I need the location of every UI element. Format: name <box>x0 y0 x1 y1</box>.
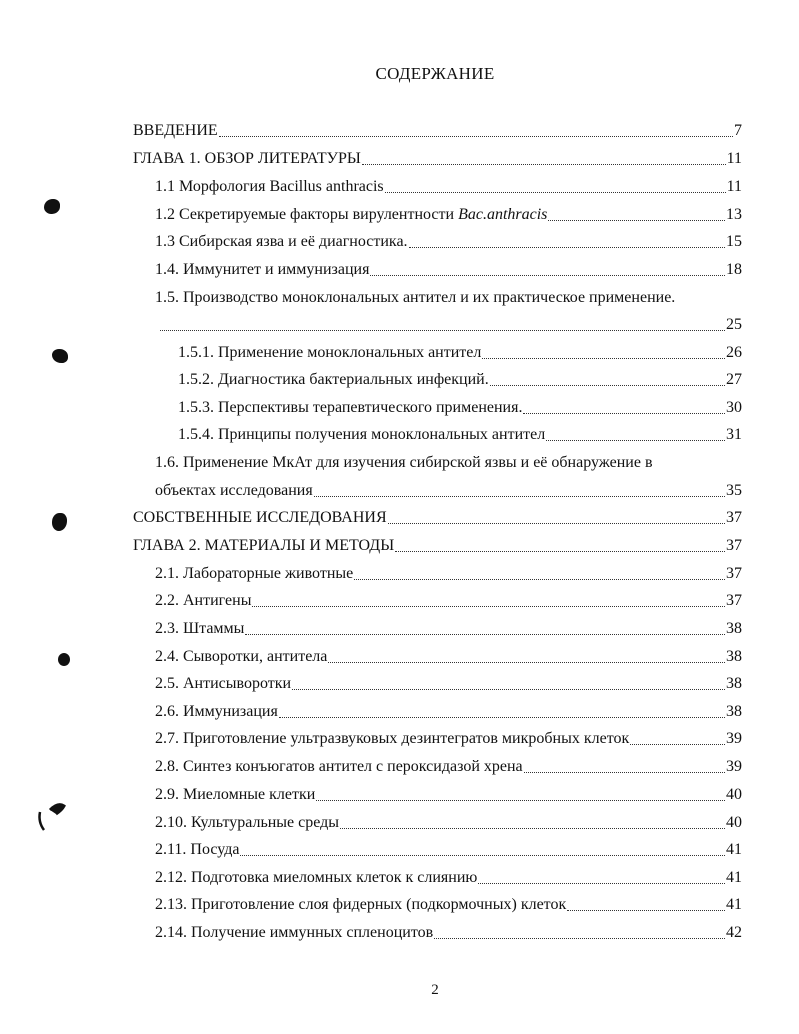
toc-label: 1.1 Морфология Bacillus anthracis <box>155 178 384 195</box>
toc-label: 1.4. Иммунитет и иммунизация <box>155 261 370 278</box>
dot-leader <box>490 385 725 386</box>
page-number: 2 <box>431 982 439 998</box>
dot-leader <box>546 440 725 441</box>
toc-label: 2.9. Миеломные клетки <box>155 786 316 803</box>
dot-leader <box>370 275 725 276</box>
dot-leader <box>548 220 725 221</box>
toc-entry-1-5-title[interactable]: 1.5. Производство моноклональных антител и их практическое применение. <box>155 289 676 306</box>
toc-entry-2-9[interactable] <box>155 785 742 805</box>
toc-label: 2.13. Приготовление слоя фидерных (подкормочных) клеток <box>155 896 567 913</box>
toc-page: 11 <box>726 178 742 195</box>
toc-label: ВВЕДЕНИЕ <box>133 122 218 139</box>
toc-page: 38 <box>726 620 742 637</box>
toc-label: 2.5. Антисыворотки <box>155 675 292 692</box>
toc-page: 37 <box>726 509 742 526</box>
toc-label: 1.3 Сибирская язва и её диагностика. <box>155 233 408 250</box>
toc-entry-2-5[interactable] <box>155 674 742 694</box>
ink-blot <box>52 349 68 363</box>
toc-page: 37 <box>726 537 742 554</box>
toc-page: 11 <box>726 150 742 167</box>
toc-page: 30 <box>726 399 742 416</box>
toc-page: 42 <box>726 924 742 941</box>
dot-leader <box>395 551 725 552</box>
dot-leader <box>328 662 725 663</box>
dot-leader <box>219 136 733 137</box>
toc-page: 7 <box>734 122 742 139</box>
toc-entry-1-6[interactable] <box>155 481 742 501</box>
dot-leader <box>567 910 725 911</box>
toc-page: 31 <box>726 426 742 443</box>
toc-entry-2-3[interactable] <box>155 619 742 639</box>
dot-leader <box>434 938 725 939</box>
toc-entry-2-4[interactable] <box>155 647 742 667</box>
toc-page: 25 <box>726 316 742 333</box>
toc-page: 41 <box>726 841 742 858</box>
toc-entry-2-12[interactable] <box>155 868 742 888</box>
toc-label: 2.12. Подготовка миеломных клеток к слиянию <box>155 869 478 886</box>
toc-entry-2-14[interactable] <box>155 923 742 943</box>
toc-page: 38 <box>726 648 742 665</box>
toc-entry-chapter-2[interactable] <box>133 536 742 556</box>
toc-entry-1-6-title[interactable]: 1.6. Применение МкАт для изучения сибирской язвы и её обнаружение в <box>155 454 653 471</box>
toc-entry-introduction[interactable] <box>133 121 742 141</box>
toc-entry-2-13[interactable] <box>155 895 742 915</box>
toc-label: 2.1. Лабораторные животные <box>155 565 354 582</box>
toc-entry-2-11[interactable] <box>155 840 742 860</box>
toc-entry-2-6[interactable] <box>155 702 742 722</box>
dot-leader <box>630 744 725 745</box>
dot-leader <box>292 689 725 690</box>
dot-leader <box>523 413 725 414</box>
toc-entry-1-5-2[interactable] <box>178 370 742 390</box>
toc-label: 2.7. Приготовление ультразвуковых дезинтегратов микробных клеток <box>155 730 630 747</box>
toc-page: 27 <box>726 371 742 388</box>
dot-leader <box>279 717 725 718</box>
toc-page: 40 <box>726 814 742 831</box>
page-title: СОДЕРЖАНИЕ <box>375 64 495 83</box>
dot-leader <box>160 330 725 331</box>
dot-leader <box>340 828 725 829</box>
toc-page: 18 <box>726 261 742 278</box>
ink-blot <box>44 199 60 214</box>
toc-label: 2.2. Антигены <box>155 592 252 609</box>
dot-leader <box>478 883 725 884</box>
dot-leader <box>409 247 725 248</box>
dot-leader <box>524 772 725 773</box>
toc-label: 1.5.2. Диагностика бактериальных инфекций. <box>178 371 489 388</box>
toc-label: СОБСТВЕННЫЕ ИССЛЕДОВАНИЯ <box>133 509 387 526</box>
toc-entry-1-5-3[interactable] <box>178 398 742 418</box>
toc-entry-2-7[interactable] <box>155 729 742 749</box>
toc-page: 37 <box>726 565 742 582</box>
toc-entry-2-2[interactable] <box>155 591 742 611</box>
dot-leader <box>482 358 725 359</box>
toc-label: 2.10. Культуральные среды <box>155 814 340 831</box>
dot-leader <box>385 192 726 193</box>
toc-page: 41 <box>726 869 742 886</box>
toc-label: 2.8. Синтез конъюгатов антител с пероксидазой хрена <box>155 758 523 775</box>
dot-leader <box>362 164 726 165</box>
toc-label: 2.6. Иммунизация <box>155 703 278 720</box>
toc-page: 26 <box>726 344 742 361</box>
ink-blot <box>58 653 70 666</box>
toc-label: 2.4. Сыворотки, антитела <box>155 648 328 665</box>
dot-leader <box>388 523 725 524</box>
toc-entry-2-1[interactable] <box>155 564 742 584</box>
toc-page: 37 <box>726 592 742 609</box>
toc-label: 2.14. Получение иммунных спленоцитов <box>155 924 434 941</box>
toc-entry-1-5[interactable] <box>159 315 742 335</box>
dot-leader <box>354 579 725 580</box>
toc-entry-2-8[interactable] <box>155 757 742 777</box>
toc-page: 39 <box>726 730 742 747</box>
toc-label: 1.5.4. Принципы получения моноклональных антител <box>178 426 546 443</box>
toc-label: ГЛАВА 2. МАТЕРИАЛЫ И МЕТОДЫ <box>133 537 395 554</box>
dot-leader <box>252 606 725 607</box>
toc-page: 15 <box>726 233 742 250</box>
toc-page: 39 <box>726 758 742 775</box>
dot-leader <box>240 855 725 856</box>
toc-label: ГЛАВА 1. ОБЗОР ЛИТЕРАТУРЫ <box>133 150 361 167</box>
toc-entry-2-10[interactable] <box>155 813 742 833</box>
toc-page: 40 <box>726 786 742 803</box>
ink-scribble <box>36 796 76 836</box>
toc-entry-chapter-1[interactable] <box>133 149 742 169</box>
toc-entry-1-5-4[interactable] <box>178 425 742 445</box>
toc-page: 41 <box>726 896 742 913</box>
toc-entry-1-5-1[interactable] <box>178 343 742 363</box>
toc-label-text: 1.2 Секретируемые факторы вирулентности <box>155 206 459 223</box>
toc-page: 38 <box>726 675 742 692</box>
toc-label: 2.3. Штаммы <box>155 620 245 637</box>
toc-label-italic: Bac.anthracis <box>458 206 548 223</box>
toc-label: 1.5.1. Применение моноклональных антител <box>178 344 482 361</box>
toc-page: 38 <box>726 703 742 720</box>
toc-page: 13 <box>726 206 742 223</box>
toc-entry-own-research[interactable] <box>133 508 742 528</box>
toc-label: 1.5.3. Перспективы терапевтического применения. <box>178 399 523 416</box>
toc-entry-1-1[interactable] <box>155 177 742 197</box>
dot-leader <box>245 634 725 635</box>
dot-leader <box>314 496 725 497</box>
toc-label: объектах исследования <box>155 482 313 499</box>
toc-entry-1-2[interactable] <box>155 205 742 225</box>
toc-entry-1-4[interactable] <box>155 260 742 280</box>
toc-page: 35 <box>726 482 742 499</box>
toc-entry-1-3[interactable] <box>155 232 742 252</box>
dot-leader <box>316 800 725 801</box>
toc-label <box>155 205 547 225</box>
toc-label: 2.11. Посуда <box>155 841 240 858</box>
